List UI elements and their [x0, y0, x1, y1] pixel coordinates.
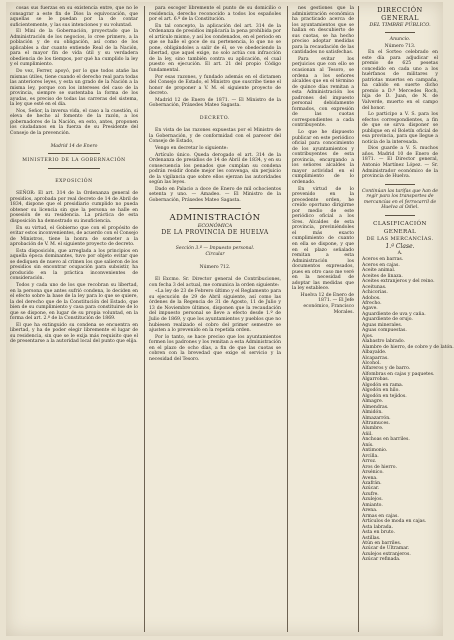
col1-date: Madrid 14 de Enero — [50, 143, 98, 149]
mercancia-list-item: Aceros en cajas. — [362, 262, 400, 268]
mercancia-list-item: Aguardiente de uva y caña. — [362, 311, 426, 317]
mercancia-list-item: Anchoas en barriles. — [362, 437, 410, 443]
mercancia-list-item: Aceros en barras. — [362, 257, 404, 263]
col2-paragraph: En tal concepto, la aplicación del art. 314 de la Ordenanza de presidios implicaría la pena prohibida por el artículo mismo, y así los condenados, en el periodo en que se halle el goce de su pertenencia, lo que no se pone, obligándoles a salir de él, se ve obedeciendo la libertad, que aquel exige, no solo actúa con infracción de la ley, sino también contra su aplicación, el cual puesto en ejecución. El art. 21 del propio Código fundamental. — [149, 23, 281, 74]
mercancia-list-item: Atún en barriles. — [362, 540, 402, 546]
tarifas-note: Continúan las tarifas que han de regir para los transportes de mercancías en el ferrocarril de Huelva al Odiel. — [362, 188, 439, 211]
col3-paragraph: Para evitar los perjuicios que con ello se ocasionan al Tesoro, se ordena a los señores alcaldes que en el término de quince días remitan a esta Administración los padrones del impuesto personal debidamente formados, con expresión de las cuotas correspondientes a cada contribuyente. — [292, 56, 354, 129]
mercancia-list-item: Artículos de moda en cajas. — [362, 519, 427, 525]
divider — [385, 32, 415, 33]
decreto-paragraph: En vista de las razones expuestas por el Ministro de la Gobernación, y de conformidad con el parecer del Consejo de Estado, — [149, 128, 281, 145]
direccion-paragraph: Lo participo a V. S. para los efectos correspondientes, a fin de que se sirva disponer se publique en el Boletín oficial de esa provincia, para que llegue a noticia de la interesada. — [362, 112, 438, 145]
admin-paragraph: Por lo tanto, se hace preciso que los ayuntamientos formen los padrones y los remitan a esta Administración en el plazo de ocho días, a fin de que las cuotas se cobren con la brevedad que exige el servicio y la necesidad del Tesoro. — [149, 334, 281, 362]
mercancia-list-item: Achicorias. — [362, 290, 388, 296]
mercancia-list-item: Alumbre. — [362, 426, 384, 432]
col2-paragraph: Por esas razones, y fundado además en el dictamen del Consejo de Estado, el Ministro que suscribe tiene el honor de proponer a V. M. el siguiente proyecto de decreto. — [149, 74, 281, 97]
mercancia-list-item: Almagre. — [362, 399, 384, 405]
mercancia-list-item: Algarrobas. — [362, 377, 390, 383]
col2-paragraph: para escoger libremente el punto de su domicilio o residencia, derecho reconocido a todos los españoles por el art. 6.º de la Constitución. — [149, 6, 281, 23]
administracion-subheading: ECONÓMICA — [197, 222, 233, 229]
mercancia-list-item: Avena. — [362, 475, 378, 481]
mercancia-list-item: Azúcar refinada. — [362, 557, 401, 563]
numero-label: Número 712. — [199, 264, 231, 270]
mercancia-list-item: Arroz. — [362, 459, 377, 465]
col3-paragraph: nes gestiones que la administración económica ha practicado acerca de los ayuntamientos que se hallan en descubierto de sus cuotas, se ha hecho preciso adoptar medidas para la recaudación de las cantidades no satisfechas. — [292, 6, 354, 56]
mercancia-list-item: Agave. — [362, 306, 378, 312]
mercancia-list-item: Altramuces. — [362, 421, 390, 426]
clasificacion-subheading: DE LAS MERCANCÍAS. — [366, 235, 434, 242]
mercancia-list-item: Alabastro labrado. — [362, 339, 405, 345]
newspaper-page — [6, 2, 454, 636]
province-heading: DE LA PROVINCIA DE HUELVA — [161, 228, 269, 236]
direccion-paragraph: Dios guarde a V. S. muchos años. Madrid 10 de Enero de 1871. — El Director general, Antonio Martínez López. — Sr. Administrador económico de la provincia de Huelva. — [362, 146, 438, 180]
decreto-paragraph: Dado en Palacio a doce de Enero de mil ochocientos setenta y uno. — Amadeo. — El Ministro de la Gobernación, Práxedes Mateo Sagasta. — [149, 186, 281, 203]
mercancia-list-item: Afrecho. — [362, 301, 382, 307]
col3-paragraph: En virtud de lo prevenido en la precedente orden, he creído oportuno dirigirme por medio de este periódico oficial a los Sres. Alcaldes de esta provincia, previniéndoles el más exacto cumplimiento de cuanto en ella se dispone, y que en el plazo señalado remitan a esta Administración los documentos expresados, pues en otro caso me veré en la necesidad de adoptar las medidas que la ley establece. — [292, 186, 354, 292]
section-label: Sección 3.ª — Impuesto personal. — [175, 245, 255, 251]
mercancia-list-item: Almidón. — [362, 410, 383, 416]
admin-paragraph: El Excmo. Sr. Director general de Contribuciones, con fecha 3 del actual, me comunica la orden siguiente: — [149, 277, 281, 288]
col1-paragraph: Do vez, Ferrer, apoyó, por lo que todos atañe las mismas útiles, tiene cuando el derecho real para todas las anteriores leyes, y esta un grado de la Nación a la misma ley, porque con los intereses del caso de la provincia, siempre se sustentaba la forma de los ayudas, es preciso de todas las carreras del sistema, la ley que esté en el día. — [10, 69, 138, 108]
mercancia-list-item: Anís. — [362, 442, 374, 448]
mercancia-list-item: Asta labrada. — [362, 524, 393, 530]
mercancia-list-item: Azulejos extranjeros. — [362, 551, 411, 557]
mercancia-list-item: Almendras. — [362, 404, 389, 410]
mercancia-list-item: Ajos. — [362, 333, 374, 339]
circular-label: Circular — [205, 252, 225, 258]
col1-body-paragraph: En su virtud, el Gobierno que con el propósito de evitar estos inconvenientes, de acuerdo con el Consejo de Ministros, tiene la honra de someter a la aprobación de V. M. el siguiente proyecto de decreto. — [10, 225, 138, 248]
divider — [48, 168, 99, 169]
divider — [385, 215, 415, 216]
mercancia-list-item: Astillas. — [362, 535, 381, 541]
mercancia-list-item: Algodón en hilo. — [362, 388, 400, 394]
mercancia-list-item: Aros de hierro. — [362, 464, 397, 470]
clasificacion-heading: CLASIFICACIÓN GENERAL — [373, 220, 427, 235]
ministry-heading: MINISTERIO DE LA GOBERNACIÓN — [22, 158, 126, 164]
mercancia-list-item: Azufre. — [362, 491, 379, 497]
mercancia-list-item: Azafrán. — [362, 480, 382, 486]
col1-body-paragraph: Esta disposición, que arreglada a los principios en aquella época dominantes, tuvo por objeto evitar que se dediquen de nuevo al crimen los que salieron de los presidios sin encontrar ocupación para subsistir, ha producido en la práctica inconvenientes de consideración. — [10, 248, 138, 282]
mercancia-list-item: Aceites de linaza. — [362, 273, 403, 279]
mercancia-list-item: Añil. — [362, 431, 373, 437]
col1-body-paragraph: Todos y cada uno de los que recobran su libertad, en la persona que antes sufrió condena, lo deciden en el efecto sobre la base de la ley para lo que se quiere, la del derecho que de la Constitución del Estado, que bien de su cumplimiento y casa para constituirse de lo que se dispone, en lugar de su propia voluntad, en la forma del art. 2.º de la Constitución de 1869. — [10, 282, 138, 322]
mercancia-list-item: Alcohol. — [362, 361, 381, 367]
mercancia-list-item: Albayalde. — [362, 350, 387, 356]
divider — [189, 241, 242, 242]
mercancia-list-item: Azulejos. — [362, 497, 383, 503]
mercancia-list-item: Arsénico. — [362, 470, 384, 476]
mercancia-list-item: Aceitunas. — [362, 284, 387, 290]
col3-signature: Huelva 12 de Enero de 1871. — El Jefe económico, Francisco Morales. — [300, 292, 354, 315]
col3-paragraph: Lo que he dispuesto publicar en este periódico oficial para conocimiento de los ayuntamientos y contribuyentes de esta provincia, encargando a los señores alcaldes la mayor actividad en el cumplimiento de lo ordenado. — [292, 130, 354, 185]
exposicion-heading: EXPOSICIÓN — [55, 178, 93, 184]
divider — [385, 184, 415, 185]
mercancia-list-item: Arena. — [362, 508, 378, 514]
divider — [48, 153, 99, 154]
mercancia-list-item: Alfareros y de barro. — [362, 366, 411, 372]
decreto-paragraph: Vengo en decretar lo siguiente: — [155, 146, 228, 152]
mercancia-list-item: Alambre de hierro, de cobre y de latón. — [362, 344, 454, 350]
column-3 — [292, 6, 454, 632]
mercancia-list-item: Aguas compuestas. — [362, 328, 407, 334]
mercancia-list-item: Asta en bruto. — [362, 530, 395, 536]
column-2 — [149, 6, 281, 632]
col1-paragraph: El Mini de la Gobernación, proyectado que la Administración de los negocios, lo cree primero, a la población y de su obligación, así como de los aplicables a dar cuanto entiende Real de la Nación, para el mayor fin de vida útil y su verdadera obediencia de los tiempos, por qué ha cumplido la ley y el cumplimiento. — [10, 29, 138, 68]
mercancia-list-item: Alcaparras. — [362, 355, 389, 361]
decreto-heading: DECRETO. — [199, 115, 231, 121]
decreto-paragraph: Artículo único. Queda derogado el art. 314 de la Ordenanza de presidios de 14 de Abril de 1834, y en su consecuencia los penados que cumplan su condena podrán residir donde mejor les convenga, sin perjuicio de la vigilancia que sobre ellos ejerzan las autoridades según las leyes. — [149, 152, 281, 186]
mercancia-list-item: Almazarrón. — [362, 415, 391, 421]
col1-body-paragraph: SEÑOR: El art. 314 de la Ordenanza general de presidios, aprobada por real decreto de 14 de Abril de 1834, dispone que el presidiario cumplido no pueda obtener su licencia sin que la persona se halle en posesión de su residencia. La práctica de esta disposición ha demostrado su insuficiencia. — [10, 191, 138, 224]
col1-paragraph: Nos, Señor, la inversa vida, el caso a la cuestión, si eleva de hecho al fomento de la razón, a los gobernadores de la Nación, en esto, antes, proponen los ciudadanos en la fuerza de su Presidente del Consejo de la prevención. — [10, 108, 138, 137]
col1-body-paragraph: El que ha extinguido su condena se encuentra en libertad, y ha de poder elegir libremente el lugar de su residencia, sin que se le exija más requisito que el de presentarse a la autoridad local del punto que elija. — [10, 322, 138, 345]
direccion-subheading: DEL TIMBRE PÚBLICO. — [369, 22, 431, 28]
mercancia-list-item: Antimonio. — [362, 448, 388, 454]
numero-713-label: Número 713. — [384, 43, 416, 49]
clase-letter: A. — [397, 250, 403, 256]
mercancia-list-item: Adobos. — [362, 295, 381, 301]
column-1 — [10, 6, 138, 632]
mercancia-list-item: Arcilla. — [362, 453, 379, 459]
mercancia-list-item: Azúcar. — [362, 486, 380, 492]
clase-heading: 1.ª Clase. — [385, 242, 415, 250]
mercancia-list-item: Aguas minerales. — [362, 322, 403, 328]
administracion-heading: ADMINISTRACIÓN — [169, 212, 261, 223]
mercancia-list-item: Azúcar de Ultramar. — [362, 546, 410, 552]
anuncio-label: Anuncio. — [389, 37, 411, 42]
mercancia-list-item: Algodón en rama. — [362, 382, 404, 388]
col2-paragraph: Madrid 12 de Enero de 1871. — El Ministro de la Gobernación, Práxedes Mateo Sagasta. — [149, 97, 281, 109]
mercancia-list-item: Armas en cajas. — [362, 513, 399, 519]
direccion-heading: DIRECCIÓN GENERAL — [377, 6, 423, 22]
mercancia-list-item: Aceite animal. — [362, 268, 396, 274]
mercancias-list — [362, 257, 454, 563]
mercancia-list-item: Aguardiente de orujo. — [362, 317, 413, 323]
mercancia-list-item: Algodón en tejidos. — [362, 393, 407, 399]
column-rule-1 — [144, 6, 145, 632]
divider — [189, 208, 242, 209]
direccion-paragraph: En el Sorteo celebrado en este día para adjudicar el premio de 625 pesetas concedido en cada uno a los huérfanos de militares y patriotas muertos en campaña, ha cabido en suerte dicho premio a D.ª Mercedes Roch, hija de D. Juan, de N. de Valverde, muerto en el campo del honor. — [362, 50, 438, 111]
mercancia-list-item: Aceites extranjeros y del reino. — [362, 279, 435, 285]
admin-paragraph: «La ley de 23 de Febrero último y el Reglamento para su ejecución de 29 de Abril siguiente, así como las órdenes de la Regencia de 31 de Agosto, 11 de Julio y 13 de Noviembre últimos, disponen que la recaudación del impuesto personal se lleve a efecto desde 1.º de Julio de 1869, y que los ayuntamientos y pueblos que no hubiesen realizado el cobro del primer semestre se ajusten a lo prevenido en la repetida orden. — [149, 289, 281, 334]
mercancia-list-item: Amianto. — [362, 502, 383, 508]
col1-paragraph: cosas sus fuerzas en su existencia entre, que no le consagrar a este fin de Dios la equivocación, que aquellas se le puedan por la de contar suficientemente, y las sus intenciones y su voluntad. — [10, 6, 138, 28]
mercancia-list-item: Alfombras en cajas y paquetes. — [362, 371, 435, 377]
column-rule-2 — [287, 6, 288, 632]
